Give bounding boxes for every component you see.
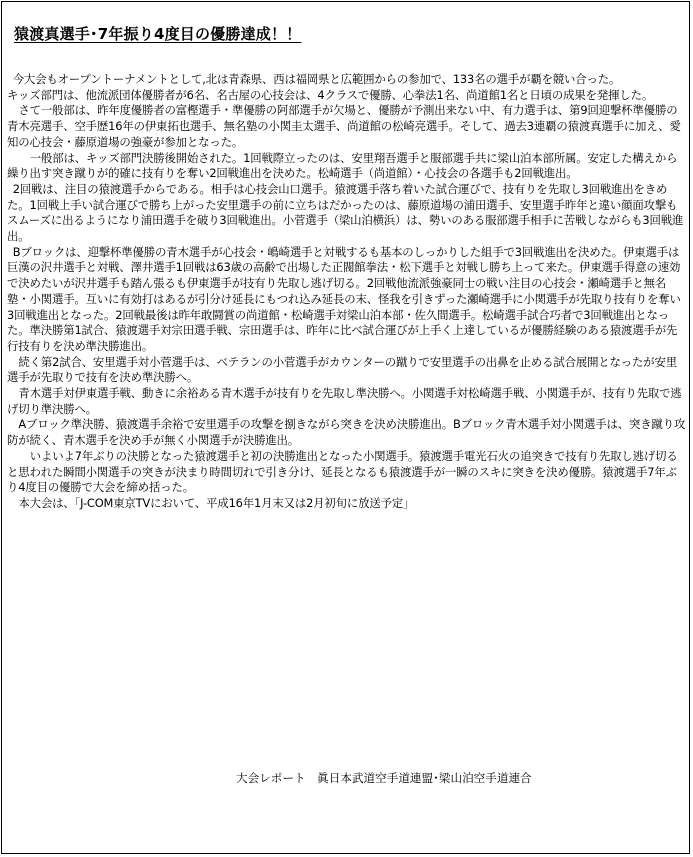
report-body [7, 72, 687, 512]
paragraph-contenders: さて一般部は、昨年度優勝者の富樫選手・準優勝の阿部選手が欠場と、優勝が予測出来ない中、有力選手は、第9回迎撃杯準優勝の青木亮選手、空手歴16年の伊東拓也選手、無名塾の小関圭太選手、尚道館の松崎亮選手。そして、過去3連覇の猿渡真選手に加え、愛知の心技会・藤原道場の強豪が参加となった。 [7, 103, 681, 149]
paragraph-block-b: Bブロックは、迎撃杯準優勝の青木選手が心技会・嶋崎選手と対戦するも基本のしっかりした組手で3回戦進出を決めた。伊東選手は巨漢の沢井選手と対戦、澤井選手1回戦は63歳の高齢で出場した正閥館拳法・松下選手と対戦し勝ち上って来た。伊東選手得意の速効で決めたいが沢井選手も踏ん張るも伊東選手が技有り先取し逃げ切る。2回戦他流派強豪同士の戦い注目の心技会・瀬崎選手と無名塾・小関選手。互いに有効打はあるが引分け延長にもつれ込み延長の末、怪我を引きずった瀬崎選手に小関選手が先取り技有りを奪い3回戦進出となった。2回戦最後は昨年敢闘賞の尚道館・松崎選手対梁山泊本部・佐久間選手。松崎選手試合巧者で3回戦進出となった。準決勝第1試合、猿渡選手対宗田選手戦、宗田選手は、昨年に比べ試合運びが上手く上達しているが優勝経験のある猿渡選手が先行技有りを決め準決勝進出。 [7, 244, 681, 353]
paragraph-semifinals: Aブロック準決勝、猿渡選手余裕で安里選手の攻撃を捌きながら突きを決め決勝進出。Bブロック青木選手対小関選手は、突き蹴り攻防が続く、青木選手を決め手が無く小関選手が決勝進出。 [7, 417, 686, 448]
paragraph-intro: 今大会もオープントーナメントとして,北は青森県、西は福岡県と広範囲からの参加で、133名の選手が覇を競い合った。 [12, 72, 621, 86]
report-signature: 大会レポート 眞日本武道空手道連盟･梁山泊空手道連合 [236, 771, 532, 785]
paragraph-round-one: 一般部は、キッズ部門決勝後開始された。1回戦際立ったのは、安里翔吾選手と服部選手共に梁山泊本部所属。安定した構えから繰り出す突き蹴りが的確に技有りを奪い2回戦進出を決めた。松崎選手（尚道館）・心技会の各選手も2回戦進出。 [7, 150, 678, 181]
paragraph-broadcast: 本大会は、「J-COM東京TVにおいて、平成16年1月末又は2月初旬に放送予定」 [18, 495, 415, 510]
paragraph-final: いよいよ7年ぶりの決勝となった猿渡選手と初の決勝進出となった小関選手。猿渡選手電光石火の追突きで技有り先取し逃げ切ると思われた瞬間小関選手の突きが決まり時間切れで引き分け、延長となるも猿渡選手が一瞬のスキに突きを決め優勝。猿渡選手7年ぶり4度目の優勝で大会を締め括った。 [7, 448, 678, 495]
paragraph-kids: キッズ部門は、他流派団体優勝者が6名、名古屋の心技会は、4クラスで優勝、心拳法1名、尚道館1名と日頃の成果を発揮した。 [7, 87, 654, 102]
report-title: 猿渡真選手･7年振り4度目の優勝達成！！ [14, 25, 302, 43]
paragraph-second-match: 続く第2試合、安里選手対小菅選手は、ベテランの小菅選手がカウンターの蹴りで安里選手の出鼻を止める試合展開となったが安里選手が先取りで技有を決め準決勝へ。 [7, 354, 677, 385]
report-frame [1, 1, 690, 854]
paragraph-round-two: 2回戦は、注目の猿渡選手からである。相手は心技会山口選手。猿渡選手落ち着いた試合運びで、技有りを先取し3回戦進出をきめた。1回戦上手い試合運びで勝ち上がった安里選手の前に立ちはだかったのは、藤原道場の浦田選手、安里選手昨年と違い顔面攻撃もスムーズに出るようになり浦田選手を破り3回戦進出。小菅選手（梁山泊横浜）は、勢いのある服部選手相手に苦戦しながらも3回戦進出。 [7, 181, 684, 244]
paragraph-aoki-ito: 青木選手対伊東選手戦、動きに余裕ある青木選手が技有りを先取し準決勝へ。小関選手対松崎選手戦、小関選手が、技有り先取で逃げ切り準決勝へ。 [7, 386, 682, 416]
